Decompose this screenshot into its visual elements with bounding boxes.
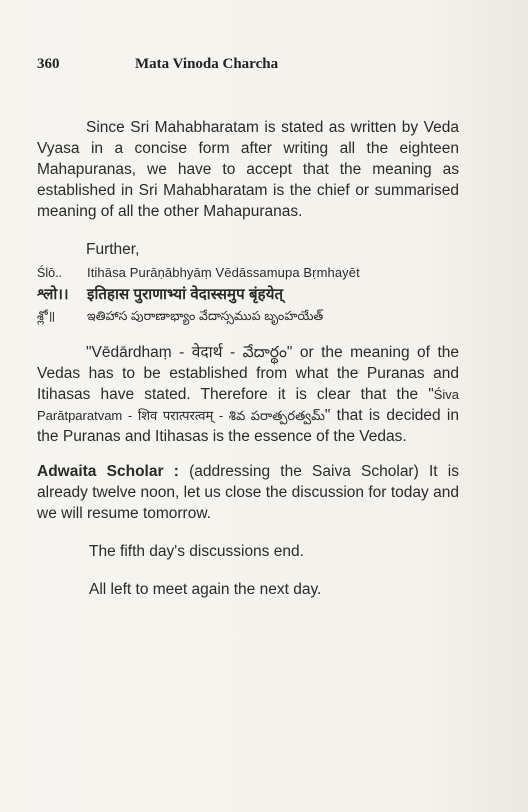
paragraph-mahabharatam: Since Sri Mahabharatam is stated as written by Veda Vyasa in a concise form after writing all the eighteen Mahapuranas, we have to accept that the meaning as established in Sri Mahabharatam is the chief or summarised meaning of all the other Mahapuranas. xyxy=(37,119,459,220)
speaker-label: Adwaita Scholar : xyxy=(37,463,179,480)
closing-all-left: All left to meet again the next day. xyxy=(89,581,322,598)
sloka-telugu-text: ఇతిహాస పురాణాభ్యాం వేదాస్సముప బృంహయేత్ xyxy=(87,309,324,323)
vedardham-conclusion: " that is decided in the Puranas and Itihasas is the essence of the Vedas. xyxy=(37,407,459,445)
page-number: 360 xyxy=(37,56,60,72)
vedardham-text: "Vēdārdhaṃ - वेदार्थ - వేదార్థం" or the meaning of the Vedas has to be established from what the Puranas and Itihasas have stated. Therefore it is clear that the " xyxy=(37,344,459,403)
speaker-text: (addressing the Saiva Scholar) It is already twelve noon, let us close the discussion for today and we will resume tomorrow. xyxy=(37,463,459,522)
sloka-telugu-line xyxy=(37,306,459,328)
sloka-roman-line xyxy=(37,262,459,284)
paragraph-adwaita-scholar xyxy=(37,461,459,524)
running-title: Mata Vinoda Charcha xyxy=(135,56,279,72)
sloka-devanagari-line xyxy=(37,284,459,306)
closing-fifth-day: The fifth day's discussions end. xyxy=(89,543,304,560)
sloka-devanagari-tag: श्लो।। xyxy=(37,286,69,303)
sloka-roman-text: Itihāsa Purāṇābhyāṃ Vēdāssamupa Bṛmhayēt xyxy=(87,265,360,280)
paragraph-vedardham xyxy=(37,342,459,447)
sloka-devanagari-text: इतिहास पुराणाभ्यां वेदास्समुप बृंहयेत् xyxy=(87,286,284,303)
page-header xyxy=(37,56,497,76)
sloka-roman-tag: Ślō.. xyxy=(37,266,63,280)
page-body xyxy=(37,117,459,600)
further-label: Further, xyxy=(86,241,140,258)
siva-paratparatvam-text: Śiva Parātparatvam - शिव परात्परत्वम् - శివ పరాత్పరత్వమ్ xyxy=(37,387,459,423)
sloka-telugu-tag: శ్లో॥ xyxy=(37,309,56,323)
sloka-block xyxy=(37,262,459,328)
